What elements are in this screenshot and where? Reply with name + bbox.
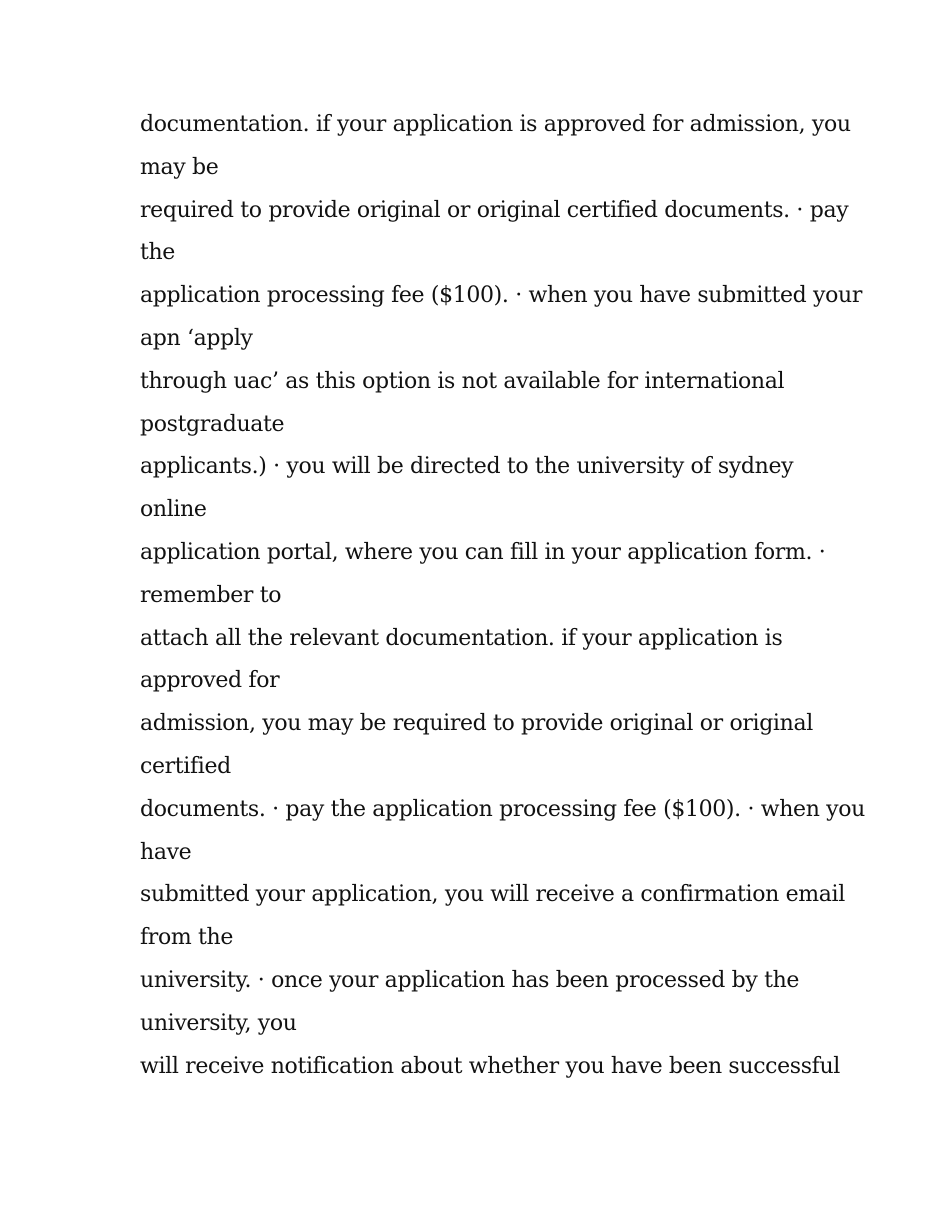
document-body [140, 104, 865, 1088]
text-line: the [140, 240, 175, 266]
text-line: online [140, 497, 207, 523]
text-line: certified [140, 753, 231, 779]
text-line: apn ‘apply [140, 325, 253, 351]
text-line: remember to [140, 582, 282, 608]
text-line: may be [140, 154, 219, 180]
text-line: documentation. if your application is approved for admission, you [140, 112, 851, 137]
text-line: through uac’ as this option is not available for international [140, 368, 785, 394]
text-line: attach all the relevant documentation. if your application is [140, 625, 783, 651]
text-line: documents. · pay the application processing fee ($100). · when you [140, 796, 865, 822]
text-line: required to provide original or original certified documents. · pay [140, 197, 849, 223]
text-line: approved for [140, 668, 280, 694]
text-line: applicants.) · you will be directed to the university of sydney [140, 454, 794, 480]
text-line: will receive notification about whether you have been successful [140, 1053, 840, 1079]
text-line: have [140, 839, 192, 865]
text-line: application processing fee ($100). · when you have submitted your [140, 283, 862, 309]
text-line: submitted your application, you will receive a confirmation email [140, 882, 845, 908]
text-line: from the [140, 925, 233, 951]
text-line: application portal, where you can fill in your application form. · [140, 539, 826, 565]
text-line: admission, you may be required to provide original or original [140, 711, 813, 737]
text-line: university, you [140, 1010, 297, 1036]
text-line: postgraduate [140, 411, 285, 437]
text-line: university. · once your application has been processed by the [140, 967, 800, 993]
